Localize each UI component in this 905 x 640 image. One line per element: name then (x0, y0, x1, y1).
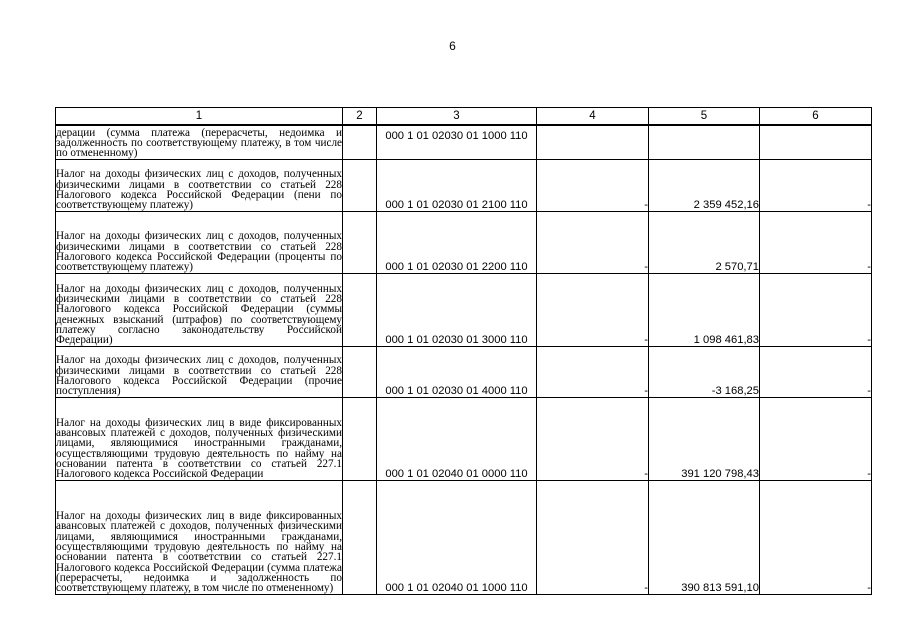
row-col5-cell: 391 120 798,43 (649, 397, 760, 480)
row-col4-cell: - (537, 273, 649, 346)
row-col4-cell: - (537, 211, 649, 273)
row-name-cell: Налог на доходы физических лиц в виде фиксированных авансовых платежей с доходов, полученных физическими лицами, являющимися иностранными гражданами, осуществляющими трудовую деятельность по найму на основании патента в соответствии со статьей 227.1 Налогового кодекса Российской Федерации (сумма платежа (перерасчеты, недоимка и задолженность по соответствующему платежу, в том числе по отмененному) (56, 480, 343, 594)
row-col4-cell: - (537, 159, 649, 211)
row-name-cell: Налог на доходы физических лиц с доходов, полученных физическими лицами в соответствии со статьей 228 Налогового кодекса Российской Федерации (прочие поступления) (56, 346, 343, 397)
header-col-6: 6 (760, 108, 872, 126)
row-code-cell: 000 1 01 02040 01 0000 110 (377, 397, 537, 480)
header-col-5: 5 (649, 108, 760, 126)
row-col6-cell: - (760, 346, 872, 397)
row-col2-cell (343, 273, 377, 346)
table-row (56, 159, 872, 211)
row-code-cell: 000 1 01 02040 01 1000 110 (377, 480, 537, 594)
table-row (56, 397, 872, 480)
row-code-cell: 000 1 01 02030 01 2200 110 (377, 211, 537, 273)
row-col4-cell (537, 125, 649, 159)
row-code-cell: 000 1 01 02030 01 4000 110 (377, 346, 537, 397)
row-col5-cell: 390 813 591,10 (649, 480, 760, 594)
row-col5-cell: 2 359 452,16 (649, 159, 760, 211)
row-col6-cell (760, 125, 872, 159)
header-row (56, 108, 872, 126)
row-col5-cell: -3 168,25 (649, 346, 760, 397)
row-col5-cell: 1 098 461,83 (649, 273, 760, 346)
table-row (56, 125, 872, 159)
row-col4-cell: - (537, 397, 649, 480)
header-col-1: 1 (56, 108, 343, 126)
row-col4-cell: - (537, 346, 649, 397)
row-col2-cell (343, 211, 377, 273)
row-col6-cell: - (760, 480, 872, 594)
row-name-cell: Налог на доходы физических лиц с доходов, полученных физическими лицами в соответствии со статьей 228 Налогового кодекса Российской Федерации (пени по соответствующему платежу) (56, 159, 343, 211)
table-row (56, 480, 872, 594)
row-col4-cell: - (537, 480, 649, 594)
header-col-2: 2 (343, 108, 377, 126)
row-col5-cell (649, 125, 760, 159)
table-row (56, 273, 872, 346)
row-col2-cell (343, 125, 377, 159)
row-name-cell: Налог на доходы физических лиц с доходов, полученных физическими лицами в соответствии со статьей 228 Налогового кодекса Российской Федерации (суммы денежных взысканий (штрафов) по соответствующему платежу согласно законодательству Российской Федерации) (56, 273, 343, 346)
header-col-4: 4 (537, 108, 649, 126)
page-number: 6 (449, 39, 456, 53)
row-code-cell: 000 1 01 02030 01 1000 110 (377, 125, 537, 159)
row-name-cell: Налог на доходы физических лиц с доходов, полученных физическими лицами в соответствии со статьей 228 Налогового кодекса Российской Федерации (проценты по соответствующему платежу) (56, 211, 343, 273)
row-col2-cell (343, 397, 377, 480)
row-col6-cell: - (760, 397, 872, 480)
row-code-cell: 000 1 01 02030 01 2100 110 (377, 159, 537, 211)
row-name-cell: Налог на доходы физических лиц в виде фиксированных авансовых платежей с доходов, полученных физическими лицами, являющимися иностранными гражданами, осуществляющими трудовую деятельность по найму на основании патента в соответствии со статьей 227.1 Налогового кодекса Российской Федерации (56, 397, 343, 480)
row-col2-cell (343, 346, 377, 397)
row-col6-cell: - (760, 211, 872, 273)
row-col6-cell: - (760, 273, 872, 346)
table-row (56, 346, 872, 397)
row-col2-cell (343, 159, 377, 211)
row-name-cell: дерации (сумма платежа (перерасчеты, недоимка и задолженность по соответствующему платежу, в том числе по отмененному) (56, 126, 342, 160)
row-col2-cell (343, 480, 377, 594)
table-row (56, 211, 872, 273)
budget-table (55, 107, 872, 595)
row-col5-cell: 2 570,71 (649, 211, 760, 273)
header-col-3: 3 (377, 108, 537, 126)
row-code-cell: 000 1 01 02030 01 3000 110 (377, 273, 537, 346)
row-col6-cell: - (760, 159, 872, 211)
